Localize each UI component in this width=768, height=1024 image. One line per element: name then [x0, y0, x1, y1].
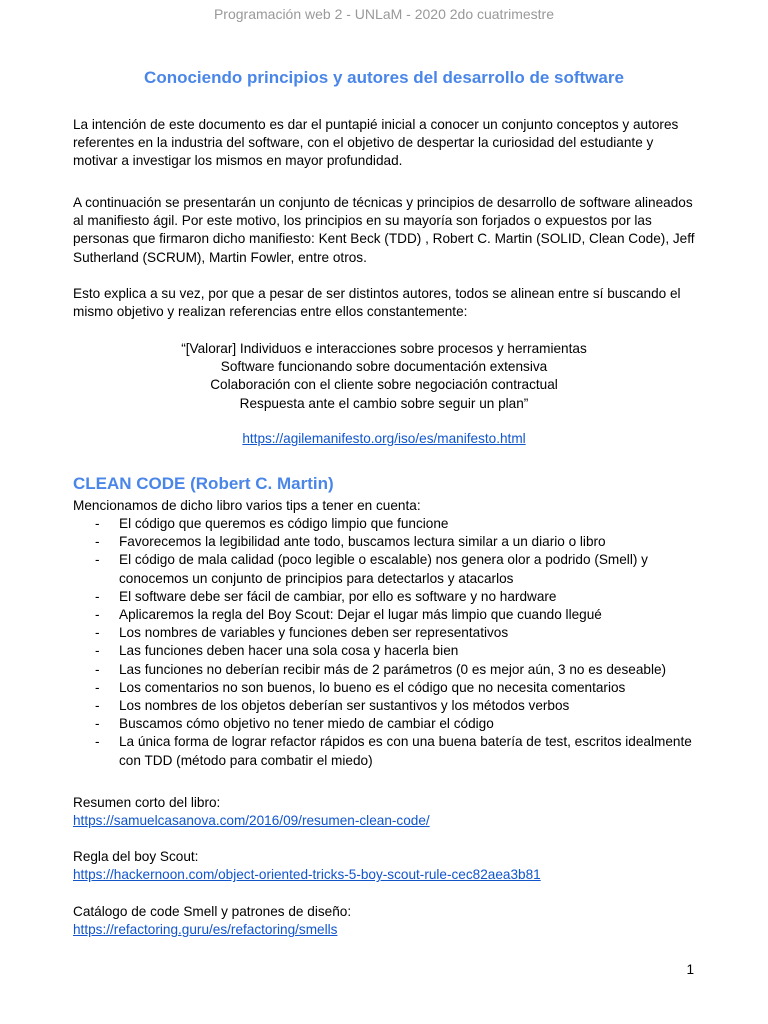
tip-text: Favorecemos la legibilidad ante todo, buscamos lectura similar a un diario o libro	[119, 534, 606, 550]
tip-text: Los comentarios no son buenos, lo bueno es el código que no necesita comentarios	[119, 679, 626, 695]
quote-line: Respuesta ante el cambio sobre seguir un plan”	[239, 395, 529, 411]
resource-code-smells	[73, 903, 351, 939]
bullet-dash: -	[95, 534, 100, 550]
list-item	[73, 624, 703, 642]
bullet-dash: -	[95, 716, 100, 732]
list-item	[73, 679, 703, 697]
document-title: Conociendo principios y autores del desarrollo de software	[144, 68, 624, 87]
tip-text: Buscamos cómo objetivo no tener miedo de cambiar el código	[119, 716, 494, 732]
page-header: Programación web 2 - UNLaM - 2020 2do cuatrimestre	[213, 6, 555, 22]
list-item	[73, 642, 703, 660]
list-item	[73, 551, 703, 587]
intro-text: La intención de este documento es dar el puntapié inicial a conocer un conjunto conceptos y autores referentes en la industria del software, con el objetivo de despertar la curiosidad del estudiante y motivar a investigar los mismos en mayor profundidad.	[73, 117, 679, 169]
agile-manifesto-quote	[0, 340, 768, 413]
tip-text: La única forma de lograr refactor rápidos es con una buena batería de test, escritos idealmente con TDD (método para combatir el miedo)	[119, 734, 692, 768]
tips-intro	[73, 497, 698, 515]
resource-label: Resumen corto del libro:	[73, 795, 221, 810]
bullet-dash: -	[95, 679, 100, 695]
explica-text: Esto explica a su vez, por que a pesar de ser distintos autores, todos se alinean entre sí buscando el mismo objetivo y realizan referencias entre ellos constantemente:	[73, 286, 681, 320]
quote-line: Colaboración con el cliente sobre negociación contractual	[210, 377, 558, 393]
list-item	[73, 533, 703, 551]
bullet-dash: -	[95, 698, 100, 714]
list-item	[73, 606, 703, 624]
resource-label: Regla del boy Scout:	[73, 849, 199, 864]
continuacion-paragraph	[73, 194, 698, 267]
tips-intro-text: Mencionamos de dicho libro varios tips a tener en cuenta:	[73, 498, 421, 513]
resource-link[interactable]: https://samuelcasanova.com/2016/09/resumen-clean-code/	[73, 813, 430, 829]
tip-text: Los nombres de los objetos deberían ser sustantivos y los métodos verbos	[119, 698, 570, 714]
tip-text: Los nombres de variables y funciones deben ser representativos	[119, 625, 509, 641]
bullet-dash: -	[95, 625, 100, 641]
list-item	[73, 697, 703, 715]
bullet-dash: -	[95, 734, 100, 750]
list-item	[73, 733, 703, 769]
resource-link[interactable]: https://refactoring.guru/es/refactoring/smells	[73, 922, 338, 938]
bullet-dash: -	[95, 607, 100, 623]
resource-boy-scout	[73, 848, 541, 884]
tip-text: Las funciones no deberían recibir más de 2 parámetros (0 es mejor aún, 3 no es deseable)	[119, 661, 667, 677]
resource-link[interactable]: https://hackernoon.com/object-oriented-tricks-5-boy-scout-rule-cec82aea3b81	[73, 867, 541, 883]
quote-line: Software funcionando sobre documentación extensiva	[220, 359, 548, 375]
manifesto-link[interactable]: https://agilemanifesto.org/iso/es/manifesto.html	[242, 431, 526, 446]
list-item	[73, 661, 703, 679]
resource-label: Catálogo de code Smell y patrones de diseño:	[73, 904, 352, 919]
clean-code-tips-list	[73, 515, 703, 770]
tip-text: Aplicaremos la regla del Boy Scout: Dejar el lugar más limpio que cuando llegué	[119, 607, 602, 623]
bullet-dash: -	[95, 552, 100, 568]
continuacion-text: A continuación se presentarán un conjunto de técnicas y principios de desarrollo de software alineados al manifiesto ágil. Por este motivo, los principios en su mayoría son forjados o expuestos por las personas que firmaron dicho manifiesto: Kent Beck (TDD) , Robert C. Martin (SOLID, Clean Code), Jeff Sutherland (SCRUM), Martin Fowler, entre otros.	[73, 195, 695, 265]
quote-line: “[Valorar] Individuos e interacciones sobre procesos y herramientas	[181, 341, 587, 356]
tip-text: El software debe ser fácil de cambiar, por ello es software y no hardware	[119, 588, 557, 604]
tip-text: El código de mala calidad (poco legible o escalable) nos genera olor a podrido (Smell) y conocemos un conjunto de principios para detectarlos y atacarlos	[119, 552, 648, 586]
list-item	[73, 715, 703, 733]
page-number: 1	[686, 962, 694, 977]
list-item	[73, 588, 703, 606]
bullet-dash: -	[95, 643, 100, 659]
bullet-dash: -	[95, 516, 100, 531]
manifesto-link-container	[0, 431, 768, 446]
tip-text: Las funciones deben hacer una sola cosa y hacerla bien	[119, 643, 459, 659]
intro-paragraph	[73, 116, 698, 171]
explica-paragraph	[73, 285, 698, 321]
list-item	[73, 515, 703, 533]
clean-code-heading: CLEAN CODE (Robert C. Martin)	[73, 474, 334, 493]
bullet-dash: -	[95, 661, 100, 677]
bullet-dash: -	[95, 588, 100, 604]
resource-summary	[73, 794, 430, 830]
tip-text: El código que queremos es código limpio que funcione	[119, 516, 449, 531]
